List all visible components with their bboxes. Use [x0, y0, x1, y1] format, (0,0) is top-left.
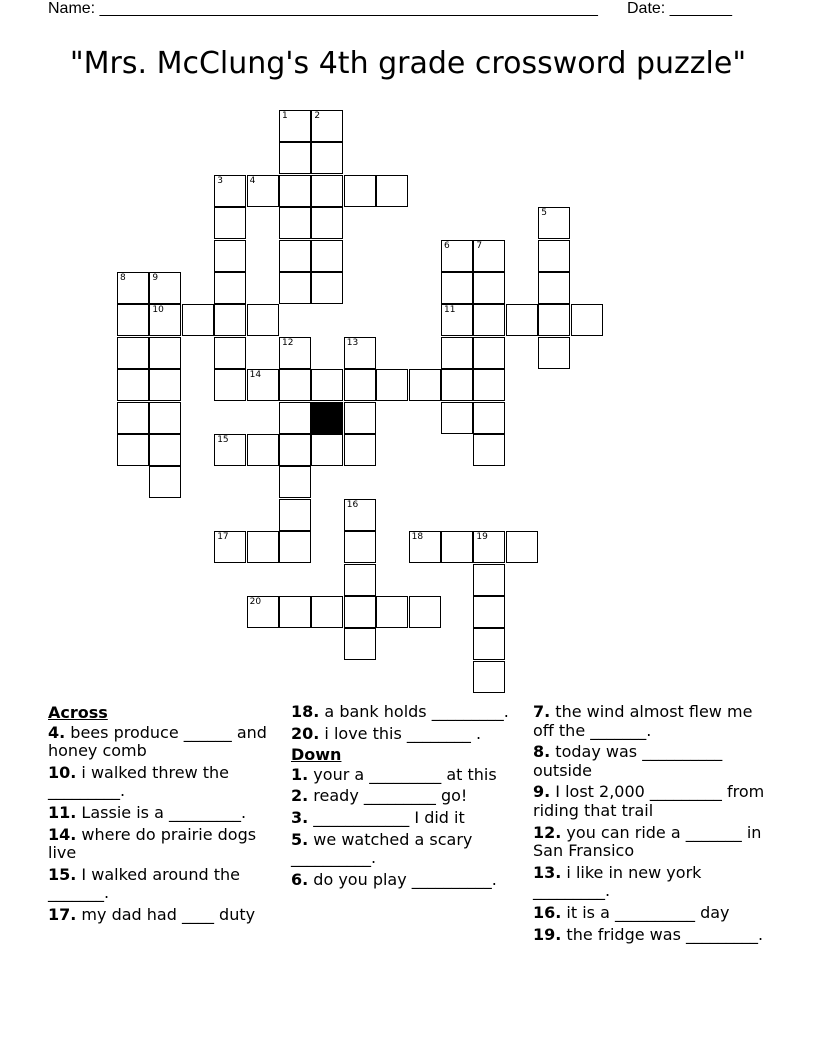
clue-number: 13. — [533, 862, 562, 882]
grid-cell[interactable] — [311, 175, 343, 207]
clue-across-18 — [291, 703, 523, 722]
cell-number: 2 — [314, 111, 321, 121]
grid-cell[interactable] — [311, 369, 343, 401]
clue-down-7 — [533, 703, 765, 740]
grid-cell[interactable] — [279, 402, 311, 434]
grid-cell[interactable] — [473, 531, 505, 563]
clue-text: your a _________ at this — [308, 764, 497, 784]
grid-cell[interactable] — [117, 369, 149, 401]
cell-number: 4 — [249, 175, 256, 186]
clue-column-1 — [48, 703, 280, 928]
clue-down-3 — [291, 809, 523, 828]
grid-cell[interactable] — [311, 110, 343, 142]
cell-number: 16 — [346, 499, 359, 510]
clue-column-3 — [533, 703, 765, 947]
clue-down-9 — [533, 783, 765, 820]
clue-text: it is a __________ day — [561, 902, 730, 922]
clue-text: I walked around the _______. — [48, 864, 240, 903]
clue-across-4 — [48, 724, 280, 761]
grid-cell[interactable] — [311, 596, 343, 628]
cell-number: 12 — [282, 337, 294, 348]
cell-number: 11 — [444, 305, 456, 316]
clue-number: 10. — [48, 762, 77, 782]
grid-cell[interactable] — [376, 369, 408, 401]
clue-number: 6. — [291, 869, 309, 889]
grid-cell[interactable] — [117, 434, 149, 466]
grid-cell[interactable] — [311, 240, 343, 272]
clue-number: 3. — [291, 807, 309, 827]
grid-cell[interactable] — [149, 369, 181, 401]
clue-across-10 — [48, 764, 280, 801]
grid-cell[interactable] — [473, 661, 505, 693]
grid-cell[interactable] — [247, 304, 279, 336]
grid-cell[interactable] — [279, 596, 311, 628]
grid-cell[interactable] — [214, 175, 246, 207]
grid-cell[interactable] — [279, 240, 311, 272]
clue-number: 15. — [48, 864, 77, 884]
grid-cell[interactable] — [506, 531, 538, 563]
grid-cell[interactable] — [473, 402, 505, 434]
page-title: "Mrs. McClung's 4th grade crossword puzzle" — [69, 46, 747, 81]
grid-cell[interactable] — [214, 272, 246, 304]
clue-number: 11. — [48, 802, 77, 822]
grid-cell[interactable] — [409, 369, 441, 401]
clue-text: I lost 2,000 _________ from riding that trail — [533, 782, 765, 820]
grid-cell[interactable] — [441, 369, 473, 401]
grid-cell[interactable] — [214, 434, 246, 466]
grid-cell[interactable] — [149, 466, 181, 498]
clue-down-2 — [291, 787, 523, 806]
grid-cell[interactable] — [473, 628, 505, 660]
grid-cell[interactable] — [279, 110, 311, 142]
grid-cell[interactable] — [344, 337, 376, 369]
grid-cell[interactable] — [473, 434, 505, 466]
grid-cell[interactable] — [279, 466, 311, 498]
grid-cell[interactable] — [279, 531, 311, 563]
clue-across-17 — [48, 906, 280, 925]
grid-cell[interactable] — [279, 272, 311, 304]
grid-cell[interactable] — [279, 142, 311, 174]
grid-cell[interactable] — [344, 499, 376, 531]
grid-cell[interactable] — [279, 499, 311, 531]
grid-cell[interactable] — [149, 304, 181, 336]
clue-down-12 — [533, 824, 765, 861]
clue-down-5 — [291, 831, 523, 868]
grid-cell[interactable] — [344, 596, 376, 628]
name-field[interactable]: Name: ________________________________________________________ — [48, 0, 598, 17]
clue-number: 8. — [533, 742, 551, 762]
grid-cell[interactable] — [473, 304, 505, 336]
clue-number: 17. — [48, 904, 77, 924]
clue-text: bees produce ______ and honey comb — [48, 722, 267, 761]
grid-cell[interactable] — [149, 272, 181, 304]
clue-number: 18. — [291, 702, 320, 721]
grid-cell[interactable] — [473, 564, 505, 596]
grid-cell[interactable] — [571, 304, 603, 336]
clue-text: i love this ________ . — [319, 723, 482, 743]
grid-cell[interactable] — [311, 142, 343, 174]
clue-number: 1. — [291, 764, 309, 784]
clue-down-16 — [533, 904, 765, 923]
grid-cell[interactable] — [344, 628, 376, 660]
grid-cell[interactable] — [214, 304, 246, 336]
clue-text: we watched a scary __________. — [291, 829, 473, 868]
clue-number: 9. — [533, 782, 551, 802]
clue-number: 19. — [533, 924, 562, 944]
cell-number: 9 — [152, 273, 159, 283]
grid-cell[interactable] — [117, 402, 149, 434]
clue-number: 5. — [291, 829, 309, 849]
clue-text: my dad had ____ duty — [76, 904, 256, 924]
clue-text: the wind almost flew me off the _______. — [533, 702, 753, 740]
clue-text: ____________ I did it — [308, 807, 465, 827]
grid-cell[interactable] — [473, 337, 505, 369]
grid-cell[interactable] — [344, 434, 376, 466]
grid-cell[interactable] — [117, 337, 149, 369]
clue-down-1 — [291, 766, 523, 785]
grid-cell[interactable] — [409, 531, 441, 563]
cell-number: 15 — [217, 435, 229, 445]
clue-number: 7. — [533, 702, 551, 721]
grid-cell[interactable] — [538, 304, 570, 336]
cell-number: 5 — [541, 208, 547, 219]
grid-cell[interactable] — [409, 596, 441, 628]
grid-cell[interactable] — [247, 531, 279, 563]
clue-down-8 — [533, 743, 765, 780]
grid-cell[interactable] — [279, 207, 311, 239]
cell-number: 17 — [217, 532, 229, 543]
grid-cell[interactable] — [441, 304, 473, 336]
clue-number: 12. — [533, 822, 562, 842]
grid-cell[interactable] — [538, 272, 570, 304]
grid-cell[interactable] — [473, 272, 505, 304]
grid-cell[interactable] — [506, 304, 538, 336]
grid-cell[interactable] — [441, 272, 473, 304]
clue-across-14 — [48, 826, 280, 863]
grid-cell[interactable] — [279, 175, 311, 207]
grid-cell[interactable] — [247, 434, 279, 466]
grid-cell[interactable] — [344, 402, 376, 434]
grid-cell[interactable] — [149, 434, 181, 466]
grid-cell[interactable] — [441, 531, 473, 563]
clue-down-13 — [533, 864, 765, 901]
grid-cell[interactable] — [182, 304, 214, 336]
clue-text: a bank holds _________. — [319, 702, 509, 721]
black-cell — [311, 402, 343, 434]
clue-text: today was __________ outside — [533, 742, 723, 780]
grid-cell[interactable] — [311, 272, 343, 304]
clue-text: ready _________ go! — [308, 786, 468, 806]
clue-number: 20. — [291, 723, 320, 743]
clue-text: i like in new york _________. — [533, 862, 702, 901]
clue-across-20 — [291, 725, 523, 744]
grid-cell[interactable] — [214, 240, 246, 272]
grid-cell[interactable] — [214, 337, 246, 369]
cell-number: 6 — [444, 240, 450, 251]
grid-cell[interactable] — [376, 596, 408, 628]
grid-cell[interactable] — [279, 369, 311, 401]
grid-cell[interactable] — [344, 531, 376, 563]
clue-down-19 — [533, 926, 765, 945]
grid-cell[interactable] — [214, 207, 246, 239]
cell-number: 20 — [249, 597, 262, 607]
down-heading: Down — [291, 745, 342, 765]
grid-cell[interactable] — [344, 369, 376, 401]
clue-text: do you play __________. — [308, 869, 497, 889]
grid-cell[interactable] — [311, 434, 343, 466]
date-field[interactable]: Date: _______ — [627, 0, 732, 17]
grid-cell[interactable] — [214, 531, 246, 563]
cell-number: 1 — [282, 111, 288, 121]
grid-cell[interactable] — [538, 337, 570, 369]
clue-down-6 — [291, 871, 523, 890]
clue-number: 16. — [533, 902, 562, 922]
grid-cell[interactable] — [149, 402, 181, 434]
grid-cell[interactable] — [538, 207, 570, 239]
grid-cell[interactable] — [473, 596, 505, 628]
grid-cell[interactable] — [247, 175, 279, 207]
cell-number: 13 — [346, 337, 359, 348]
cell-number: 19 — [476, 532, 488, 543]
grid-cell[interactable] — [214, 369, 246, 401]
grid-cell[interactable] — [473, 369, 505, 401]
clue-text: i walked threw the _________. — [48, 762, 229, 801]
cell-number: 7 — [476, 240, 483, 251]
grid-cell[interactable] — [441, 240, 473, 272]
grid-cell[interactable] — [538, 240, 570, 272]
grid-cell[interactable] — [279, 434, 311, 466]
grid-cell[interactable] — [149, 337, 181, 369]
clue-text: Lassie is a _________. — [76, 802, 247, 822]
cell-number: 14 — [249, 370, 262, 381]
grid-cell[interactable] — [376, 175, 408, 207]
clue-text: where do prairie dogs live — [48, 824, 257, 863]
grid-cell[interactable] — [344, 564, 376, 596]
cell-number: 3 — [217, 175, 223, 186]
grid-cell[interactable] — [441, 337, 473, 369]
cell-number: 10 — [152, 305, 164, 316]
clue-column-2 — [291, 703, 523, 892]
cell-number: 8 — [120, 273, 126, 283]
clue-across-11 — [48, 804, 280, 823]
grid-cell[interactable] — [279, 337, 311, 369]
grid-cell[interactable] — [117, 272, 149, 304]
clue-text: you can ride a _______ in San Fransico — [533, 822, 762, 861]
clue-text: the fridge was _________. — [561, 924, 764, 944]
grid-cell[interactable] — [473, 240, 505, 272]
grid-cell[interactable] — [311, 207, 343, 239]
cell-number: 18 — [411, 532, 424, 543]
grid-cell[interactable] — [344, 175, 376, 207]
grid-cell[interactable] — [117, 304, 149, 336]
clue-number: 4. — [48, 722, 66, 742]
clue-number: 14. — [48, 824, 77, 844]
across-heading: Across — [48, 703, 108, 722]
clue-across-15 — [48, 866, 280, 903]
clue-number: 2. — [291, 786, 309, 806]
grid-cell[interactable] — [247, 596, 279, 628]
grid-cell[interactable] — [441, 402, 473, 434]
grid-cell[interactable] — [247, 369, 279, 401]
